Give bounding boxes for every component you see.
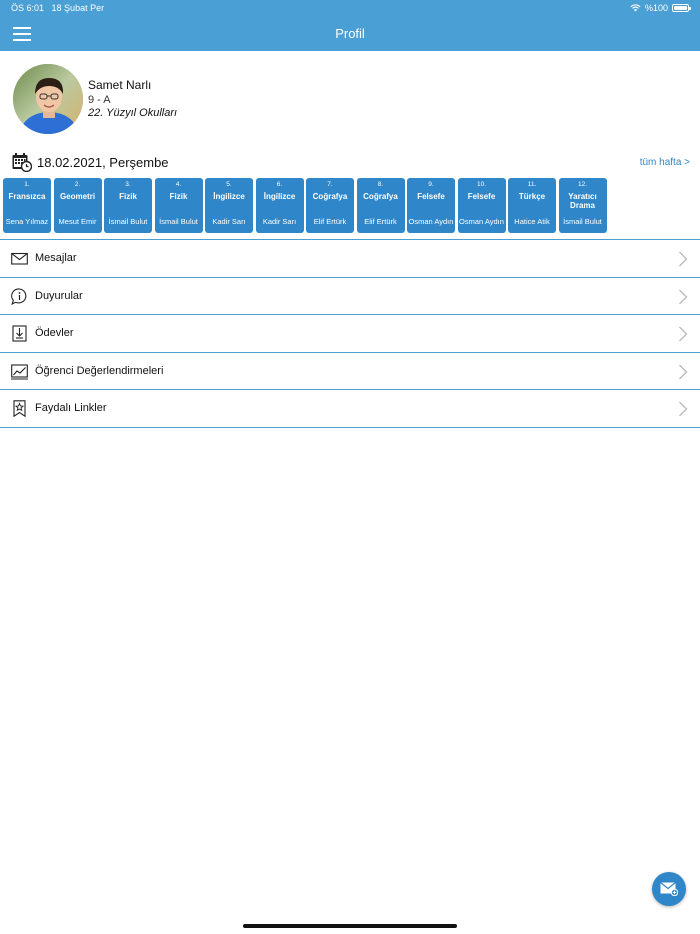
menu-item-homework[interactable] bbox=[0, 315, 700, 353]
lesson-teacher: Kadir Sarı bbox=[212, 217, 246, 226]
battery-icon bbox=[672, 4, 689, 12]
chevron-right-icon bbox=[678, 289, 688, 305]
lesson-teacher: Hatice Atik bbox=[514, 217, 550, 226]
lesson-subject: Yaratıcı Drama bbox=[568, 192, 597, 210]
menu-list bbox=[0, 239, 700, 428]
lesson-teacher: Elif Ertürk bbox=[364, 217, 397, 226]
lesson-number: 11. bbox=[527, 181, 537, 188]
lesson-number: 5. bbox=[226, 181, 232, 188]
status-date: 18 Şubat Per bbox=[51, 3, 105, 13]
compose-message-button[interactable] bbox=[652, 872, 686, 906]
lesson-number: 1. bbox=[24, 181, 30, 188]
lesson-tile[interactable] bbox=[3, 178, 51, 233]
avatar bbox=[13, 64, 83, 134]
lesson-teacher: İsmail Bulut bbox=[563, 217, 602, 226]
lesson-tile[interactable] bbox=[458, 178, 506, 233]
lesson-teacher: İsmail Bulut bbox=[159, 217, 198, 226]
chevron-right-icon bbox=[678, 364, 688, 380]
school-name: 22. Yüzyıl Okulları bbox=[88, 107, 178, 119]
home-indicator[interactable] bbox=[243, 924, 457, 928]
lesson-subject: Türkçe bbox=[518, 192, 546, 201]
lesson-tile[interactable] bbox=[407, 178, 455, 233]
lesson-tile[interactable] bbox=[508, 178, 556, 233]
lesson-number: 2. bbox=[74, 181, 81, 188]
menu-item-label: Mesajlar bbox=[35, 252, 77, 264]
mail-compose-icon bbox=[660, 882, 678, 896]
lesson-teacher: Elif Ertürk bbox=[313, 217, 347, 226]
lesson-number: 4. bbox=[175, 181, 182, 188]
lesson-tile[interactable] bbox=[205, 178, 253, 233]
status-indicators bbox=[630, 3, 689, 13]
battery-percent: %100 bbox=[644, 3, 668, 13]
lesson-teacher: Osman Aydın bbox=[459, 217, 504, 226]
lesson-tile[interactable] bbox=[306, 178, 354, 233]
lesson-teacher: Osman Aydın bbox=[408, 217, 454, 226]
student-class: 9 - A bbox=[88, 94, 111, 106]
lesson-subject: Geometri bbox=[59, 192, 96, 201]
lesson-teacher: İsmail Bulut bbox=[108, 217, 148, 226]
student-name: Samet Narlı bbox=[88, 78, 152, 92]
menu-item-label: Ödevler bbox=[35, 327, 74, 339]
menu-item-label: Öğrenci Değerlendirmeleri bbox=[35, 364, 164, 377]
lesson-number: 10. bbox=[476, 181, 487, 188]
lesson-number: 9. bbox=[428, 181, 434, 188]
menu-item-label: Duyurular bbox=[35, 289, 83, 302]
menu-item-announcements[interactable] bbox=[0, 278, 700, 316]
lesson-tile[interactable] bbox=[256, 178, 304, 233]
download-tray-icon bbox=[11, 325, 28, 342]
envelope-icon bbox=[11, 250, 28, 267]
lesson-number: 12. bbox=[577, 181, 588, 188]
lesson-subject: İngilizce bbox=[263, 192, 296, 201]
chevron-right-icon bbox=[678, 326, 688, 342]
lesson-subject: Felsefe bbox=[417, 192, 445, 201]
lesson-tile[interactable] bbox=[104, 178, 152, 233]
lesson-subject: İngilizce bbox=[213, 192, 245, 201]
chevron-right-icon bbox=[678, 401, 688, 417]
info-bubble-icon bbox=[11, 288, 28, 305]
status-clock: ÖS 6:01 bbox=[11, 3, 45, 13]
lesson-subject: Fransızca bbox=[8, 192, 46, 201]
bookmark-star-icon bbox=[11, 400, 28, 417]
chevron-right-icon bbox=[678, 251, 688, 267]
lesson-tile[interactable] bbox=[357, 178, 405, 233]
lesson-number: 7. bbox=[327, 181, 333, 188]
lesson-subject: Coğrafya bbox=[363, 192, 398, 201]
lesson-tile[interactable] bbox=[155, 178, 203, 233]
page-title: Profil bbox=[335, 26, 365, 41]
lesson-tile[interactable] bbox=[559, 178, 607, 233]
status-time bbox=[11, 3, 104, 13]
top-bar bbox=[0, 0, 700, 51]
schedule-date: 18.02.2021, Perşembe bbox=[37, 155, 169, 170]
lesson-teacher: Mesut Emir bbox=[58, 217, 97, 226]
lesson-teacher: Kadir Sarı bbox=[262, 217, 297, 226]
lesson-number: 8. bbox=[377, 181, 384, 188]
lesson-tile[interactable] bbox=[54, 178, 102, 233]
lesson-teacher: Sena Yılmaz bbox=[5, 217, 49, 226]
menu-item-evaluations[interactable] bbox=[0, 353, 700, 391]
lesson-number: 3. bbox=[125, 181, 131, 188]
all-week-link[interactable]: tüm hafta > bbox=[639, 157, 690, 168]
lesson-number: 6. bbox=[276, 181, 283, 188]
wifi-icon bbox=[630, 4, 641, 12]
lesson-subject: Felsefe bbox=[467, 192, 496, 201]
menu-item-label: Faydalı Linkler bbox=[35, 402, 107, 414]
schedule-header bbox=[12, 153, 690, 171]
lesson-subject: Coğrafya bbox=[312, 192, 348, 201]
menu-item-useful-links[interactable] bbox=[0, 390, 700, 428]
menu-item-messages[interactable] bbox=[0, 240, 700, 278]
lesson-subject: Fizik bbox=[169, 192, 188, 201]
calendar-clock-icon bbox=[12, 153, 32, 172]
lesson-subject: Fizik bbox=[119, 192, 137, 201]
line-chart-icon bbox=[11, 363, 28, 380]
